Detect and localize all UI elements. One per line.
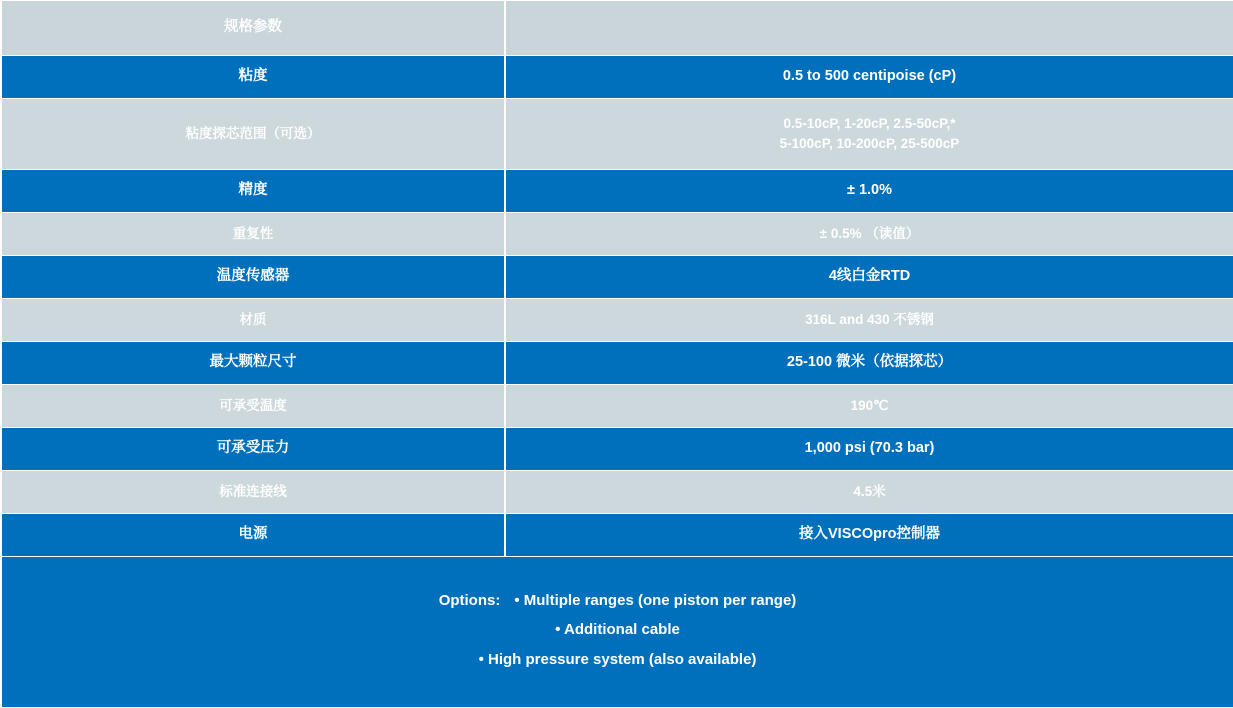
spec-label: 温度传感器 bbox=[1, 256, 505, 299]
options-label: Options: bbox=[438, 592, 501, 610]
table-row bbox=[1, 299, 1233, 342]
options-cell bbox=[1, 557, 1233, 708]
header-label-cell: 规格参数 bbox=[1, 1, 505, 56]
spec-value: 4线白金RTD bbox=[505, 256, 1233, 299]
options-line-3: • High pressure system (also available) bbox=[478, 650, 757, 668]
spec-value: 0.5 to 500 centipoise (cP) bbox=[505, 56, 1233, 99]
table-body bbox=[1, 1, 1233, 708]
spec-label: 粘度 bbox=[1, 56, 505, 99]
spec-label: 精度 bbox=[1, 170, 505, 213]
spec-value: 4.5米 bbox=[505, 471, 1233, 514]
table-row bbox=[1, 170, 1233, 213]
spec-value: 1,000 psi (70.3 bar) bbox=[505, 428, 1233, 471]
spec-label: 标准连接线 bbox=[1, 471, 505, 514]
spec-label: 最大颗粒尺寸 bbox=[1, 342, 505, 385]
table-row bbox=[1, 471, 1233, 514]
spec-value: 接入VISCOpro控制器 bbox=[505, 514, 1233, 557]
spec-label: 电源 bbox=[1, 514, 505, 557]
table-row bbox=[1, 99, 1233, 170]
spec-label: 材质 bbox=[1, 299, 505, 342]
table-row bbox=[1, 428, 1233, 471]
options-line-2: • Additional cable bbox=[555, 621, 680, 639]
spec-value-line: 0.5-10cP, 1-20cP, 2.5-50cP,* bbox=[783, 116, 956, 132]
options-item: • Multiple ranges (one piston per range) bbox=[514, 592, 797, 610]
options-line-1 bbox=[2, 586, 1233, 615]
table-header-row bbox=[1, 1, 1233, 56]
spec-label: 重复性 bbox=[1, 213, 505, 256]
spec-value-line: 5-100cP, 10-200cP, 25-500cP bbox=[779, 136, 960, 151]
table-row bbox=[1, 342, 1233, 385]
options-row bbox=[1, 557, 1233, 708]
header-value-cell bbox=[505, 1, 1233, 56]
spec-value: ± 0.5% （读值） bbox=[505, 213, 1233, 256]
spec-value: ± 1.0% bbox=[505, 170, 1233, 213]
table-row bbox=[1, 385, 1233, 428]
spec-label: 可承受温度 bbox=[1, 385, 505, 428]
spec-value: 316L and 430 不锈钢 bbox=[505, 299, 1233, 342]
table-row bbox=[1, 256, 1233, 299]
spec-value: 190℃ bbox=[505, 385, 1233, 428]
spec-value bbox=[505, 99, 1233, 170]
spec-label: 粘度探芯范围（可选） bbox=[1, 99, 505, 170]
table-row bbox=[1, 56, 1233, 99]
spec-value: 25-100 微米（依据探芯） bbox=[505, 342, 1233, 385]
table-row bbox=[1, 213, 1233, 256]
table-row bbox=[1, 514, 1233, 557]
spec-label: 可承受压力 bbox=[1, 428, 505, 471]
